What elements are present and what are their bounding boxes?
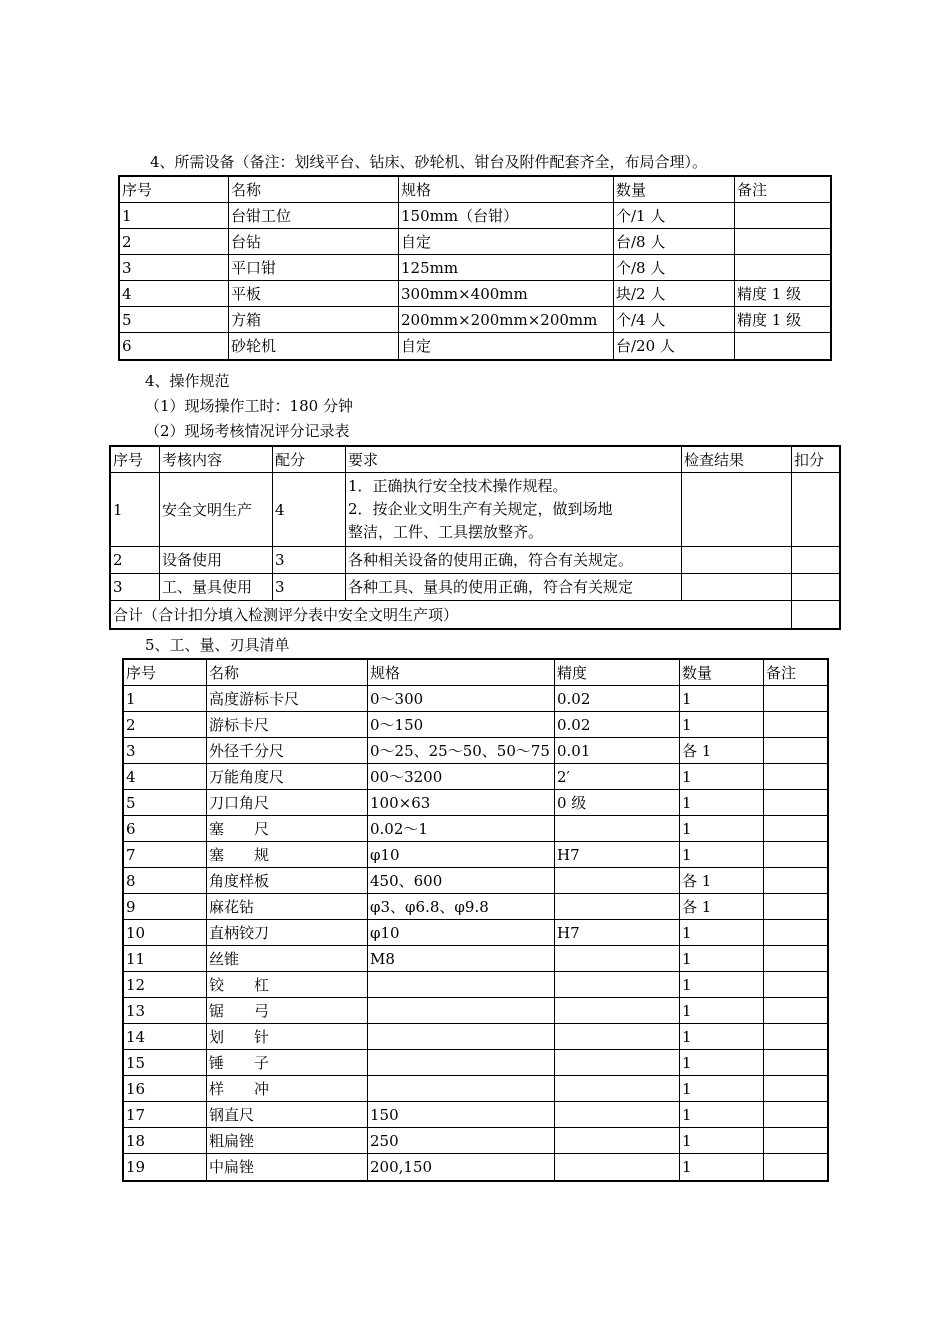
equipment-header-cell: 名称 bbox=[229, 177, 399, 203]
tools-cell: 1 bbox=[680, 842, 764, 868]
tools-cell: 麻花钻 bbox=[207, 894, 368, 920]
tools-cell: 12 bbox=[124, 972, 207, 998]
tools-cell bbox=[555, 972, 680, 998]
tools-cell: 划 针 bbox=[207, 1024, 368, 1050]
tools-cell: H7 bbox=[555, 842, 680, 868]
equipment-cell: 台钻 bbox=[229, 229, 399, 255]
tools-cell: 4 bbox=[124, 764, 207, 790]
tools-cell: 0.02～1 bbox=[368, 816, 555, 842]
tools-cell: 0.01 bbox=[555, 738, 680, 764]
tools-header-cell: 精度 bbox=[555, 660, 680, 686]
tools-cell: 铰 杠 bbox=[207, 972, 368, 998]
tools-cell: 粗扁锉 bbox=[207, 1128, 368, 1154]
tools-cell bbox=[764, 764, 827, 790]
equipment-header-cell: 规格 bbox=[399, 177, 614, 203]
equipment-cell: 精度 1 级 bbox=[735, 307, 830, 333]
tools-cell: φ10 bbox=[368, 842, 555, 868]
equipment-cell bbox=[735, 255, 830, 281]
score-cell-content: 设备使用 bbox=[160, 547, 273, 574]
tools-cell: 1 bbox=[680, 1076, 764, 1102]
tools-cell: 角度样板 bbox=[207, 868, 368, 894]
equipment-row bbox=[120, 333, 830, 359]
equipment-row bbox=[120, 255, 830, 281]
tools-row bbox=[124, 998, 827, 1024]
equipment-cell: 4 bbox=[120, 281, 229, 307]
tools-header-row bbox=[124, 660, 827, 686]
tools-row bbox=[124, 920, 827, 946]
tools-table bbox=[122, 658, 829, 1182]
equipment-cell: 个/8 人 bbox=[614, 255, 735, 281]
tools-cell: 18 bbox=[124, 1128, 207, 1154]
tools-cell: 9 bbox=[124, 894, 207, 920]
equipment-cell bbox=[735, 333, 830, 359]
tools-cell: M8 bbox=[368, 946, 555, 972]
tools-cell: 1 bbox=[680, 998, 764, 1024]
score-total-deduction bbox=[792, 601, 839, 628]
score-row bbox=[111, 574, 839, 601]
equipment-cell bbox=[735, 229, 830, 255]
tools-row bbox=[124, 712, 827, 738]
equipment-row bbox=[120, 229, 830, 255]
tools-cell: 5 bbox=[124, 790, 207, 816]
tools-cell: 17 bbox=[124, 1102, 207, 1128]
tools-cell bbox=[764, 842, 827, 868]
equipment-cell: 6 bbox=[120, 333, 229, 359]
tools-cell: 1 bbox=[680, 1128, 764, 1154]
tools-cell: 1 bbox=[680, 1050, 764, 1076]
score-cell-deduction bbox=[792, 547, 839, 574]
tools-cell: 1 bbox=[680, 764, 764, 790]
tools-cell: 19 bbox=[124, 1154, 207, 1180]
tools-cell: 直柄铰刀 bbox=[207, 920, 368, 946]
score-cell-points: 4 bbox=[273, 473, 346, 547]
equipment-cell: 200mm×200mm×200mm bbox=[399, 307, 614, 333]
tools-header-cell: 备注 bbox=[764, 660, 827, 686]
score-cell-no: 3 bbox=[111, 574, 160, 601]
requirement-line: 整洁，工件、工具摆放整齐。 bbox=[348, 523, 544, 541]
tools-row bbox=[124, 842, 827, 868]
score-table bbox=[109, 445, 841, 630]
equipment-cell: 平板 bbox=[229, 281, 399, 307]
tools-row bbox=[124, 1128, 827, 1154]
tools-cell bbox=[555, 816, 680, 842]
tools-cell bbox=[764, 998, 827, 1024]
tools-cell: 各 1 bbox=[680, 738, 764, 764]
tools-cell bbox=[368, 1076, 555, 1102]
tools-cell bbox=[555, 894, 680, 920]
score-cell-points: 3 bbox=[273, 547, 346, 574]
tools-cell: 16 bbox=[124, 1076, 207, 1102]
tools-cell: 3 bbox=[124, 738, 207, 764]
score-cell-content: 工、量具使用 bbox=[160, 574, 273, 601]
tools-cell: 0～25、25～50、50～75 bbox=[368, 738, 555, 764]
score-cell-no: 1 bbox=[111, 473, 160, 547]
score-cell-requirement: 各种工具、量具的使用正确，符合有关规定 bbox=[346, 574, 682, 601]
equipment-table bbox=[118, 175, 832, 361]
equipment-header-cell: 序号 bbox=[120, 177, 229, 203]
tools-cell bbox=[555, 1024, 680, 1050]
score-header-cell: 考核内容 bbox=[160, 447, 273, 473]
equipment-row bbox=[120, 307, 830, 333]
equipment-cell: 精度 1 级 bbox=[735, 281, 830, 307]
tools-cell bbox=[764, 1128, 827, 1154]
tools-row bbox=[124, 1050, 827, 1076]
tools-cell bbox=[368, 972, 555, 998]
equipment-cell: 2 bbox=[120, 229, 229, 255]
tools-cell: φ10 bbox=[368, 920, 555, 946]
tools-cell bbox=[764, 712, 827, 738]
tools-cell bbox=[368, 998, 555, 1024]
tools-cell bbox=[764, 972, 827, 998]
equipment-cell: 块/2 人 bbox=[614, 281, 735, 307]
score-cell-deduction bbox=[792, 473, 839, 547]
tools-cell: 万能角度尺 bbox=[207, 764, 368, 790]
tools-cell bbox=[555, 1102, 680, 1128]
tools-cell bbox=[764, 1102, 827, 1128]
tools-cell: 0 级 bbox=[555, 790, 680, 816]
tools-cell: 各 1 bbox=[680, 868, 764, 894]
tools-row bbox=[124, 1154, 827, 1180]
tools-cell: 0～150 bbox=[368, 712, 555, 738]
tools-header-cell: 数量 bbox=[680, 660, 764, 686]
score-cell-requirement bbox=[346, 473, 682, 547]
tools-cell bbox=[368, 1024, 555, 1050]
tools-cell: 游标卡尺 bbox=[207, 712, 368, 738]
tools-cell: 1 bbox=[680, 790, 764, 816]
tools-cell: H7 bbox=[555, 920, 680, 946]
tools-cell: 100×63 bbox=[368, 790, 555, 816]
equipment-cell: 台钳工位 bbox=[229, 203, 399, 229]
tools-cell: 1 bbox=[124, 686, 207, 712]
tools-row bbox=[124, 764, 827, 790]
tools-cell bbox=[764, 1024, 827, 1050]
equipment-cell: 1 bbox=[120, 203, 229, 229]
equipment-cell: 方箱 bbox=[229, 307, 399, 333]
tools-cell: 10 bbox=[124, 920, 207, 946]
tools-cell: 锯 弓 bbox=[207, 998, 368, 1024]
tools-cell: 0～300 bbox=[368, 686, 555, 712]
equipment-cell: 个/4 人 bbox=[614, 307, 735, 333]
tools-cell: 150 bbox=[368, 1102, 555, 1128]
tools-header-cell: 名称 bbox=[207, 660, 368, 686]
requirement-line: 2．按企业文明生产有关规定，做到场地 bbox=[348, 500, 613, 518]
tools-cell: 200,150 bbox=[368, 1154, 555, 1180]
tools-cell bbox=[555, 946, 680, 972]
equipment-cell bbox=[735, 203, 830, 229]
score-header-cell: 序号 bbox=[111, 447, 160, 473]
tools-cell: 450、600 bbox=[368, 868, 555, 894]
score-header-row bbox=[111, 447, 839, 473]
tools-row bbox=[124, 894, 827, 920]
tools-cell: 1 bbox=[680, 686, 764, 712]
tools-cell bbox=[764, 738, 827, 764]
score-cell-result bbox=[682, 547, 792, 574]
tools-cell: 塞 规 bbox=[207, 842, 368, 868]
tools-row bbox=[124, 790, 827, 816]
tools-cell: φ3、φ6.8、φ9.8 bbox=[368, 894, 555, 920]
score-header-cell: 配分 bbox=[273, 447, 346, 473]
tools-cell: 6 bbox=[124, 816, 207, 842]
score-row bbox=[111, 547, 839, 574]
tools-row bbox=[124, 972, 827, 998]
tools-cell: 钢直尺 bbox=[207, 1102, 368, 1128]
tools-row bbox=[124, 1076, 827, 1102]
tools-cell: 2 bbox=[124, 712, 207, 738]
tools-cell: 丝锥 bbox=[207, 946, 368, 972]
tools-cell: 13 bbox=[124, 998, 207, 1024]
tools-cell bbox=[764, 1050, 827, 1076]
tools-cell bbox=[764, 946, 827, 972]
tools-row bbox=[124, 946, 827, 972]
tools-cell: 1 bbox=[680, 972, 764, 998]
score-cell-no: 2 bbox=[111, 547, 160, 574]
equipment-cell: 个/1 人 bbox=[614, 203, 735, 229]
tools-cell: 14 bbox=[124, 1024, 207, 1050]
score-header-cell: 检查结果 bbox=[682, 447, 792, 473]
tools-cell: 8 bbox=[124, 868, 207, 894]
score-row bbox=[111, 473, 839, 547]
score-cell-deduction bbox=[792, 574, 839, 601]
equipment-row bbox=[120, 281, 830, 307]
tools-cell: 塞 尺 bbox=[207, 816, 368, 842]
tools-cell: 11 bbox=[124, 946, 207, 972]
tools-row bbox=[124, 738, 827, 764]
tools-cell: 2′ bbox=[555, 764, 680, 790]
equipment-cell: 3 bbox=[120, 255, 229, 281]
tools-cell bbox=[555, 868, 680, 894]
tools-cell bbox=[764, 816, 827, 842]
equipment-cell: 自定 bbox=[399, 333, 614, 359]
tools-header-cell: 规格 bbox=[368, 660, 555, 686]
tools-row bbox=[124, 1024, 827, 1050]
operation-item-1: （1）现场操作工时：180 分钟 bbox=[145, 397, 353, 415]
tools-cell: 锤 子 bbox=[207, 1050, 368, 1076]
tools-cell bbox=[764, 1154, 827, 1180]
tools-cell bbox=[764, 790, 827, 816]
tools-cell: 1 bbox=[680, 1154, 764, 1180]
equipment-cell: 砂轮机 bbox=[229, 333, 399, 359]
equipment-cell: 150mm（台钳） bbox=[399, 203, 614, 229]
tools-cell: 1 bbox=[680, 816, 764, 842]
tools-cell: 0.02 bbox=[555, 712, 680, 738]
tools-cell: 1 bbox=[680, 1024, 764, 1050]
tools-cell bbox=[764, 686, 827, 712]
score-cell-content: 安全文明生产 bbox=[160, 473, 273, 547]
score-cell-result bbox=[682, 473, 792, 547]
tools-row bbox=[124, 1102, 827, 1128]
tools-cell: 0.02 bbox=[555, 686, 680, 712]
score-total-label: 合计（合计扣分填入检测评分表中安全文明生产项） bbox=[111, 601, 792, 628]
score-total-row bbox=[111, 601, 839, 628]
tools-cell: 1 bbox=[680, 712, 764, 738]
tools-cell: 外径千分尺 bbox=[207, 738, 368, 764]
tools-row bbox=[124, 868, 827, 894]
equipment-cell: 自定 bbox=[399, 229, 614, 255]
score-cell-result bbox=[682, 574, 792, 601]
equipment-cell: 平口钳 bbox=[229, 255, 399, 281]
tools-cell bbox=[555, 998, 680, 1024]
tools-cell: 1 bbox=[680, 946, 764, 972]
tools-cell bbox=[764, 868, 827, 894]
tools-cell: 刀口角尺 bbox=[207, 790, 368, 816]
tools-cell bbox=[555, 1050, 680, 1076]
equipment-cell: 台/20 人 bbox=[614, 333, 735, 359]
tools-cell bbox=[555, 1154, 680, 1180]
tools-cell: 1 bbox=[680, 1102, 764, 1128]
equipment-row bbox=[120, 203, 830, 229]
equipment-header-cell: 备注 bbox=[735, 177, 830, 203]
tools-cell bbox=[764, 920, 827, 946]
tools-cell bbox=[764, 1076, 827, 1102]
tools-cell: 1 bbox=[680, 920, 764, 946]
tools-cell bbox=[555, 1076, 680, 1102]
operation-item-2: （2）现场考核情况评分记录表 bbox=[145, 422, 350, 440]
equipment-cell: 5 bbox=[120, 307, 229, 333]
tools-row bbox=[124, 816, 827, 842]
equipment-cell: 台/8 人 bbox=[614, 229, 735, 255]
equipment-header-cell: 数量 bbox=[614, 177, 735, 203]
tools-cell: 15 bbox=[124, 1050, 207, 1076]
tools-cell bbox=[555, 1128, 680, 1154]
tools-cell: 高度游标卡尺 bbox=[207, 686, 368, 712]
score-cell-points: 3 bbox=[273, 574, 346, 601]
equipment-cell: 300mm×400mm bbox=[399, 281, 614, 307]
tools-cell: 中扁锉 bbox=[207, 1154, 368, 1180]
equipment-header-row bbox=[120, 177, 830, 203]
score-header-cell: 扣分 bbox=[792, 447, 839, 473]
tools-row bbox=[124, 686, 827, 712]
tools-cell: 各 1 bbox=[680, 894, 764, 920]
equipment-cell: 125mm bbox=[399, 255, 614, 281]
score-cell-requirement: 各种相关设备的使用正确，符合有关规定。 bbox=[346, 547, 682, 574]
tools-cell: 250 bbox=[368, 1128, 555, 1154]
tools-cell: 样 冲 bbox=[207, 1076, 368, 1102]
score-header-cell: 要求 bbox=[346, 447, 682, 473]
equipment-heading: 4、所需设备（备注：划线平台、钻床、砂轮机、钳台及附件配套齐全，布局合理）。 bbox=[150, 153, 708, 171]
requirement-line: 1．正确执行安全技术操作规程。 bbox=[348, 477, 568, 495]
tools-cell bbox=[764, 894, 827, 920]
tools-cell: 00～3200 bbox=[368, 764, 555, 790]
operation-heading: 4、操作规范 bbox=[145, 372, 230, 390]
tools-heading: 5、工、量、刃具清单 bbox=[145, 636, 290, 654]
tools-header-cell: 序号 bbox=[124, 660, 207, 686]
tools-cell bbox=[368, 1050, 555, 1076]
tools-cell: 7 bbox=[124, 842, 207, 868]
